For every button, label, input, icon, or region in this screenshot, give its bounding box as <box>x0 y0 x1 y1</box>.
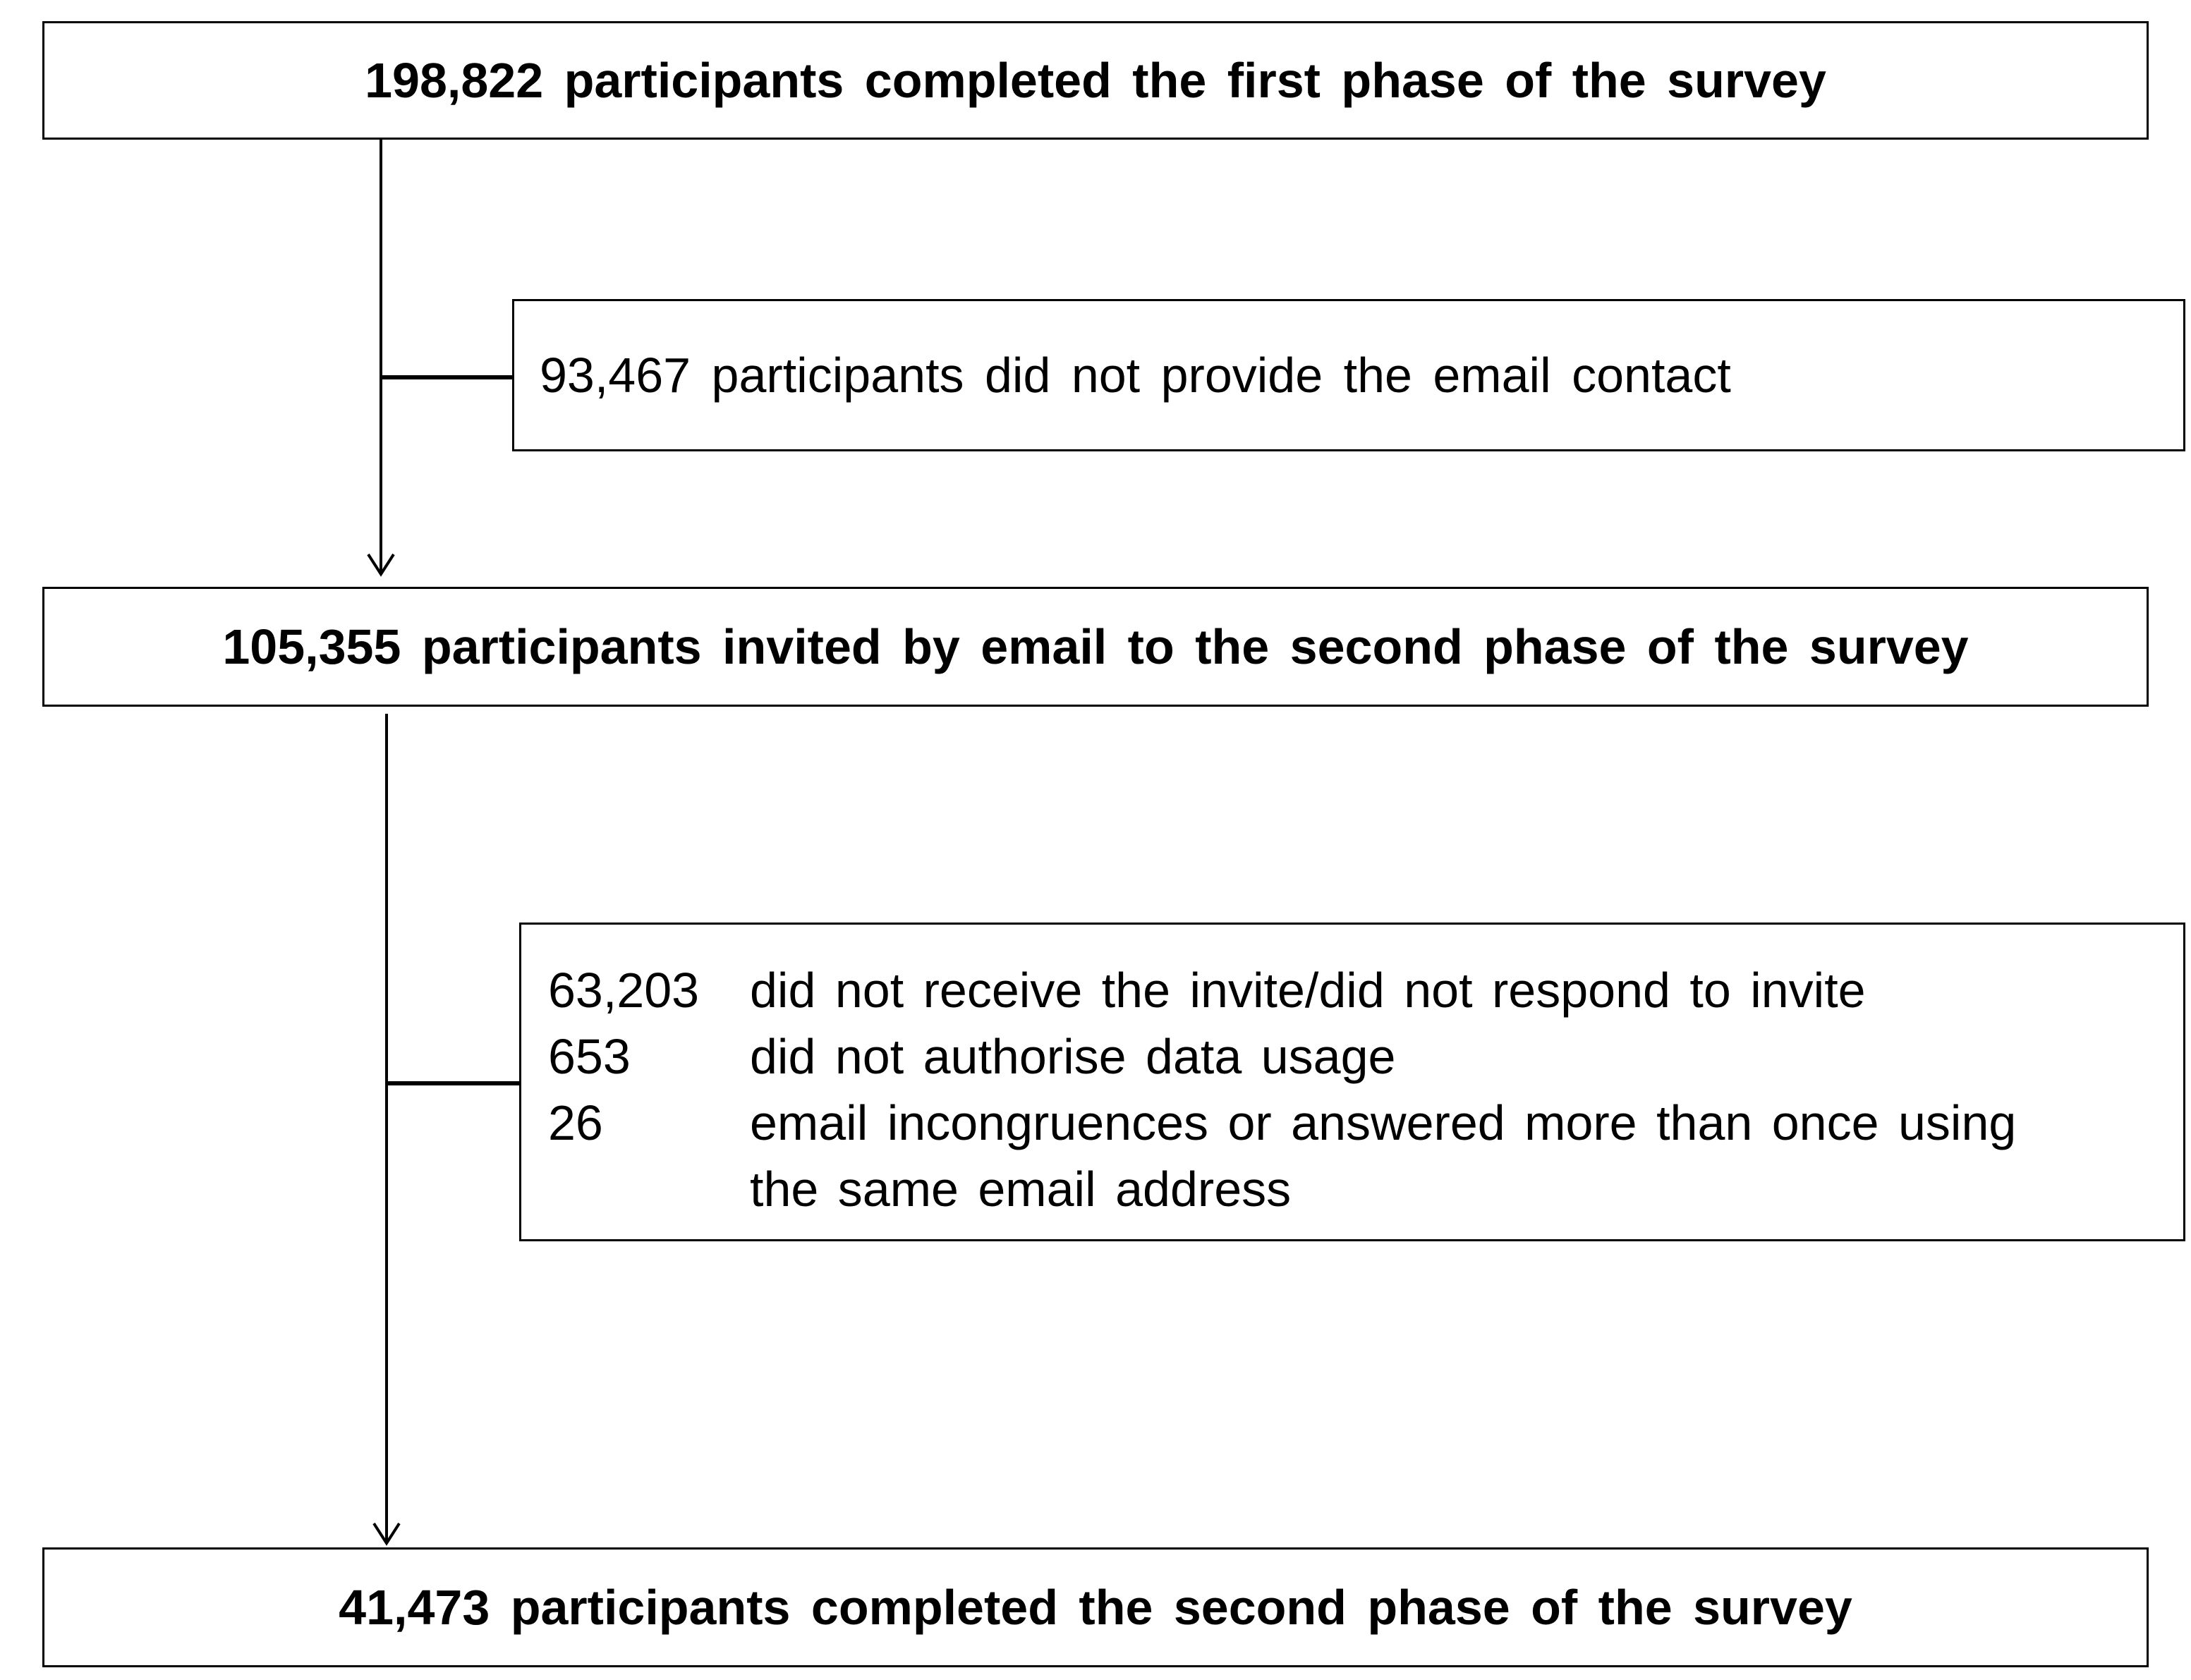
exclusion2-row <box>548 1023 2016 1090</box>
invited-box <box>42 587 2149 707</box>
invited-text: 105,355 participants invited by email to the second phase of the survey <box>222 619 1969 674</box>
phase2-box <box>42 1547 2149 1667</box>
exclusion2-reason: did not receive the invite/did not respond to invite <box>750 963 1866 1018</box>
exclusion2-box <box>519 923 2185 1241</box>
exclusion2-reason: did not authorise data usage <box>750 1029 1396 1084</box>
exclusion2-reason-continuation: the same email address <box>750 1162 1292 1217</box>
exclusion1-text: 93,467 participants did not provide the email contact <box>540 348 1731 403</box>
phase2-text: 41,473 participants completed the second phase of the survey <box>339 1580 1852 1635</box>
exclusion1-box <box>512 299 2185 451</box>
exclusion2-list <box>548 957 2016 1222</box>
exclusion2-row <box>548 957 2016 1023</box>
exclusion2-row <box>548 1090 2016 1156</box>
exclusion2-reason: email incongruences or answered more than once using <box>750 1095 2017 1150</box>
exclusion2-count: 63,203 <box>548 963 700 1018</box>
exclusion2-count: 26 <box>548 1095 603 1150</box>
phase1-text: 198,822 participants completed the first phase of the survey <box>365 53 1826 108</box>
exclusion2-count: 653 <box>548 1029 631 1084</box>
phase1-box <box>42 21 2149 140</box>
